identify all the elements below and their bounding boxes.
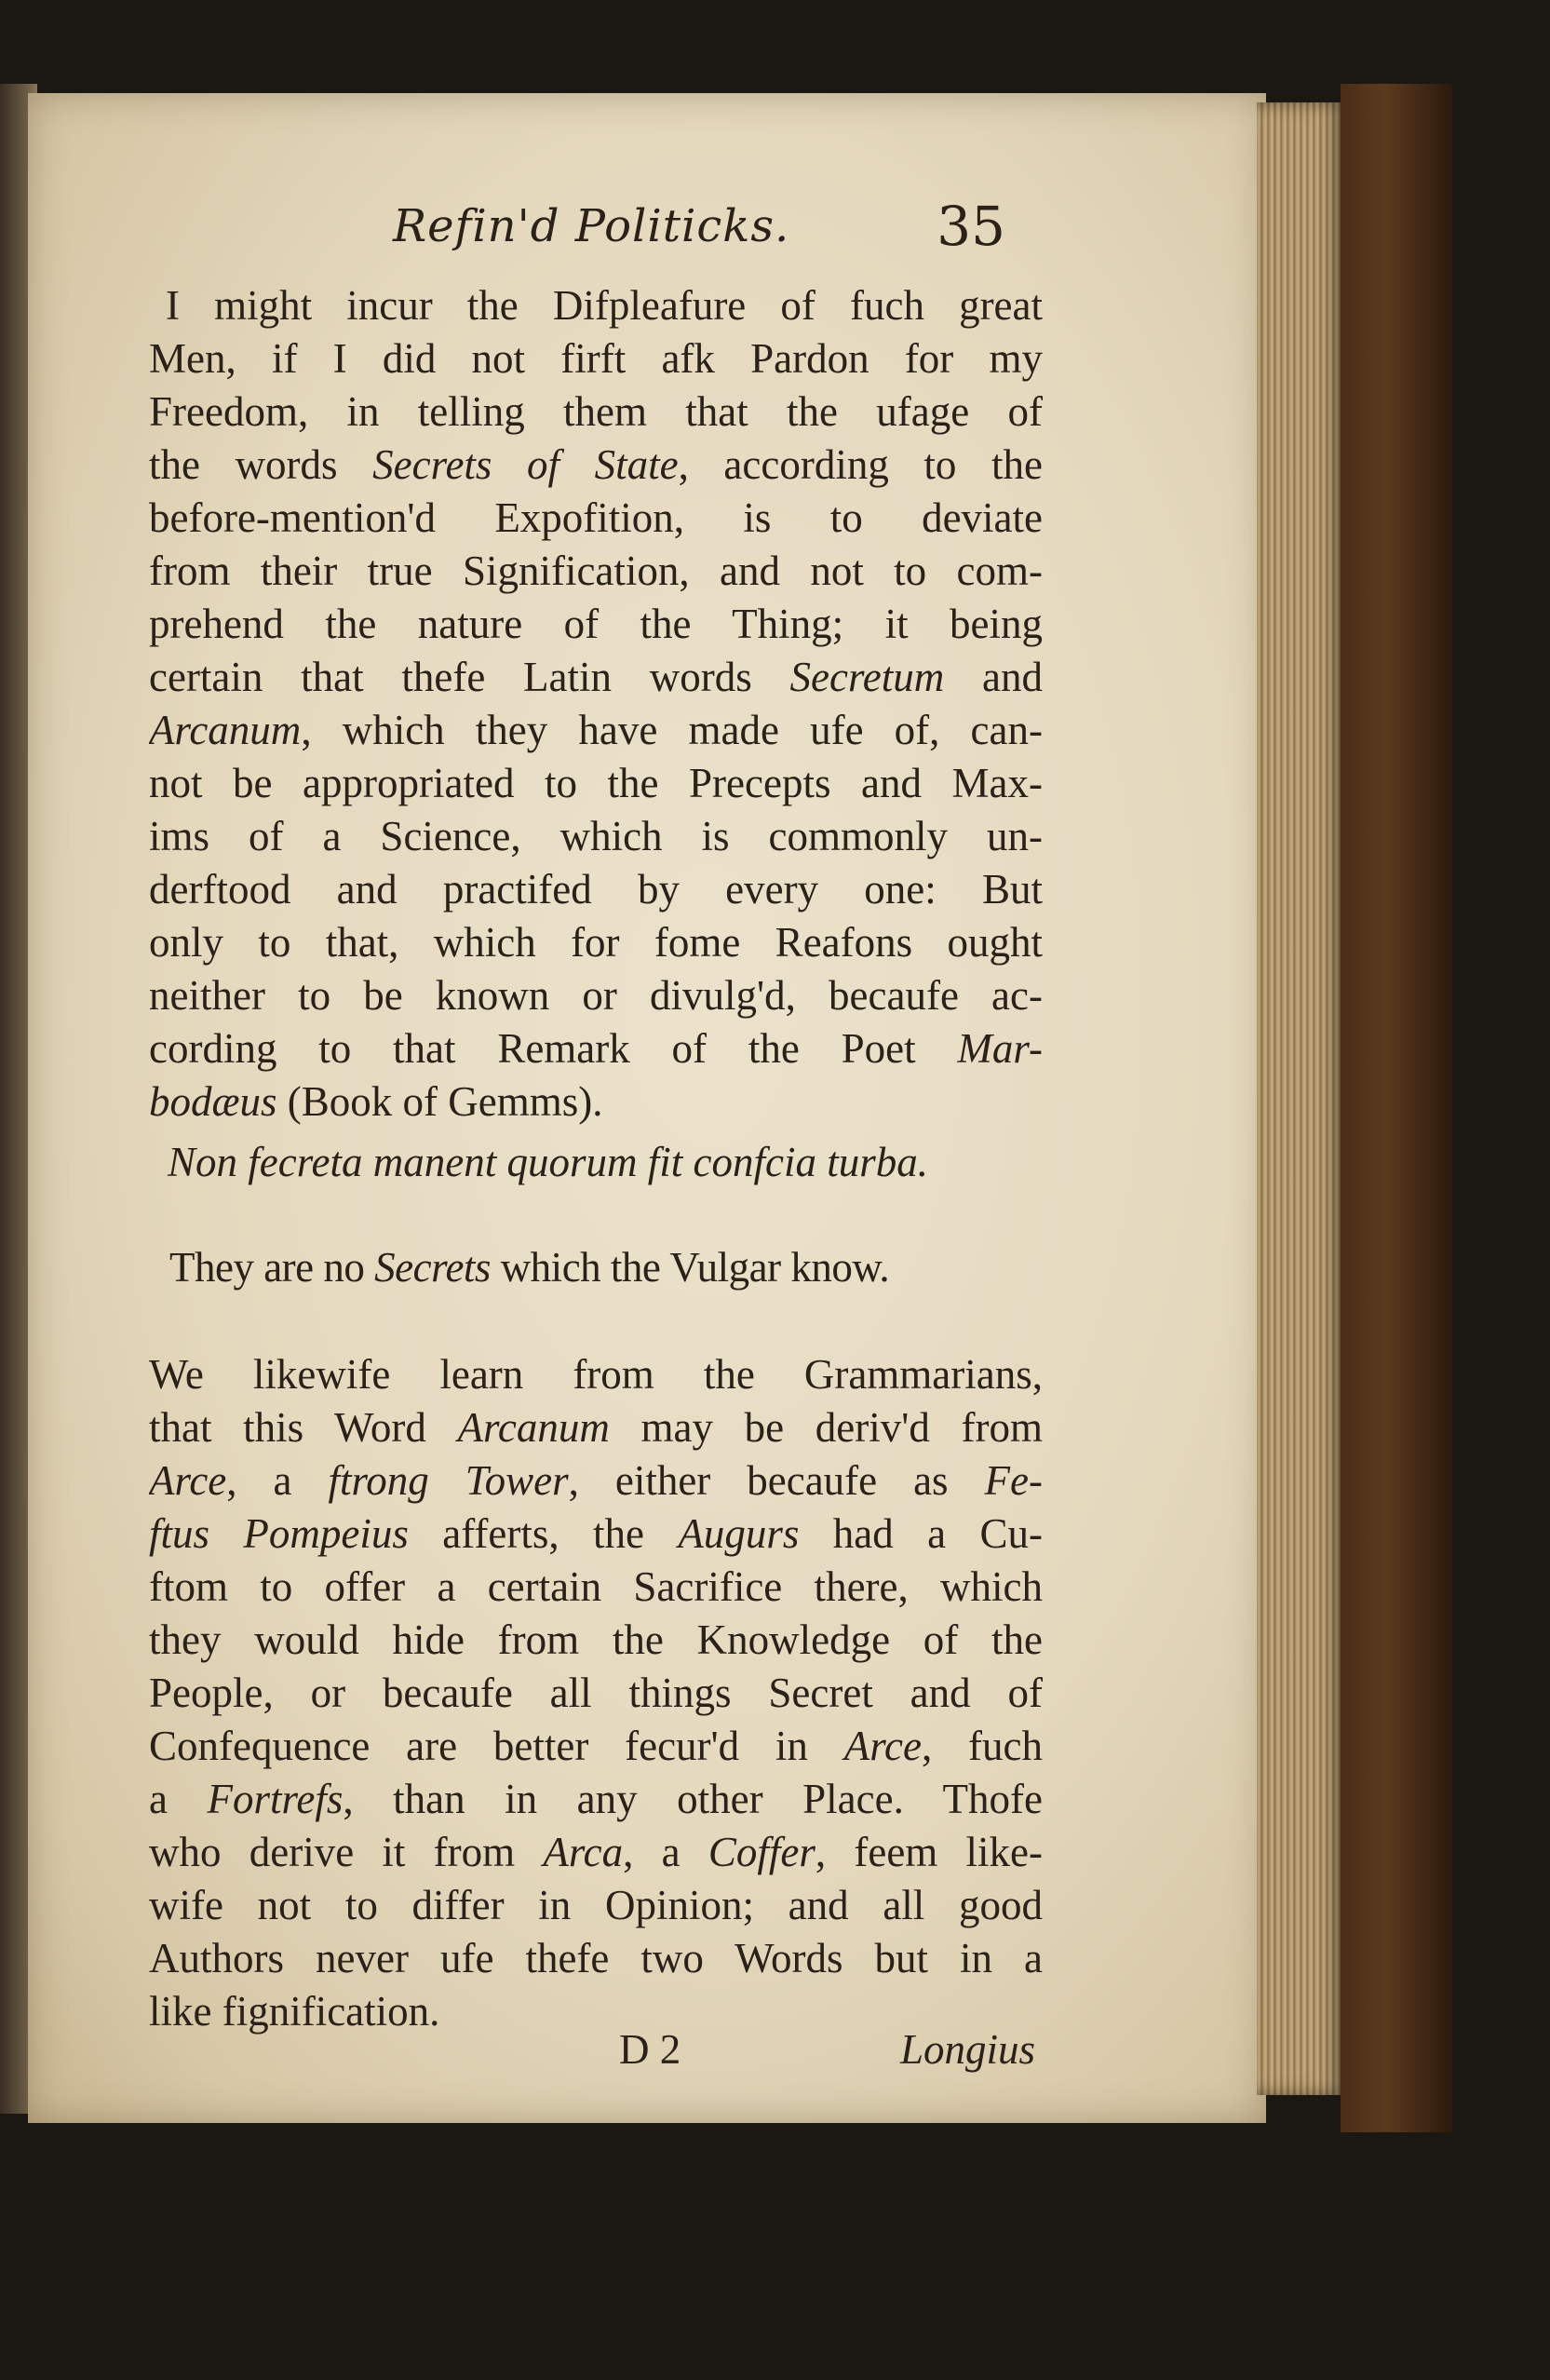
text-line: from their true Signification, and not to com- [149, 548, 1043, 594]
text-line: the words Secrets of State, according to the [149, 441, 1043, 488]
text-line: Authors never ufe thefe two Words but in a [149, 1935, 1043, 1981]
english-verse: They are no Secrets which the Vulgar know. [169, 1244, 890, 1291]
page-footer [149, 2025, 1043, 2081]
text-line: Arcanum, which they have made ufe of, can- [149, 707, 1043, 753]
text-line: a Fortrefs, than in any other Place. Thofe [149, 1776, 1043, 1822]
text-line: that this Word Arcanum may be deriv'd from [149, 1404, 1043, 1451]
text-line: prehend the nature of the Thing; it being [149, 601, 1043, 647]
text-line: bodæus (Book of Gemms). [149, 1078, 603, 1125]
text-line: ims of a Science, which is commonly un- [149, 813, 1043, 859]
text-line: certain that thefe Latin words Secretum and [149, 654, 1043, 700]
text-line: not be appropriated to the Precepts and Max- [149, 760, 1043, 806]
text-line: Freedom, in telling them that the ufage of [149, 388, 1043, 435]
page-fore-edge [1257, 102, 1345, 2095]
text-line: People, or becaufe all things Secret and of [149, 1670, 1043, 1716]
text-line: We likewife learn from the Grammarians, [149, 1351, 1043, 1398]
running-title: Refin'd Politicks. [393, 200, 790, 252]
text-line: wife not to differ in Opinion; and all good [149, 1882, 1043, 1928]
text-line: ftus Pompeius afferts, the Augurs had a Cu- [149, 1510, 1043, 1557]
running-head [149, 195, 1043, 265]
text-line: derftood and practifed by every one: But [149, 866, 1043, 913]
page-number: 35 [937, 195, 1005, 258]
text-line: cording to that Remark of the Poet Mar- [149, 1025, 1043, 1072]
text-line: Confequence are better fecur'd in Arce, fuch [149, 1723, 1043, 1769]
text-line: only to that, which for fome Reafons ought [149, 919, 1043, 966]
text-line: who derive it from Arca, a Coffer, feem like- [149, 1829, 1043, 1875]
latin-verse: Non fecreta manent quorum fit confcia turba. [168, 1139, 928, 1185]
text-line: Arce, a ftrong Tower, either becaufe as Fe- [149, 1457, 1043, 1504]
signature-mark: D 2 [619, 2026, 681, 2073]
catchword: Longius [899, 2026, 1035, 2073]
text-line: neither to be known or divulg'd, becaufe ac- [149, 972, 1043, 1019]
text-line: ftom to offer a certain Sacrifice there, which [149, 1563, 1043, 1610]
book-cover-edge [1341, 84, 1452, 2132]
paragraph-1 [149, 279, 1043, 1129]
text-line: they would hide from the Knowledge of the [149, 1616, 1043, 1663]
text-line: Men, if I did not firft afk Pardon for my [149, 335, 1043, 382]
text-line: I might incur the Difpleafure of fuch great [166, 282, 1043, 329]
text-line: before-mention'd Expofition, is to deviate [149, 494, 1043, 541]
paragraph-2 [149, 1348, 1043, 2038]
text-line: like fignification. [149, 1988, 440, 2035]
